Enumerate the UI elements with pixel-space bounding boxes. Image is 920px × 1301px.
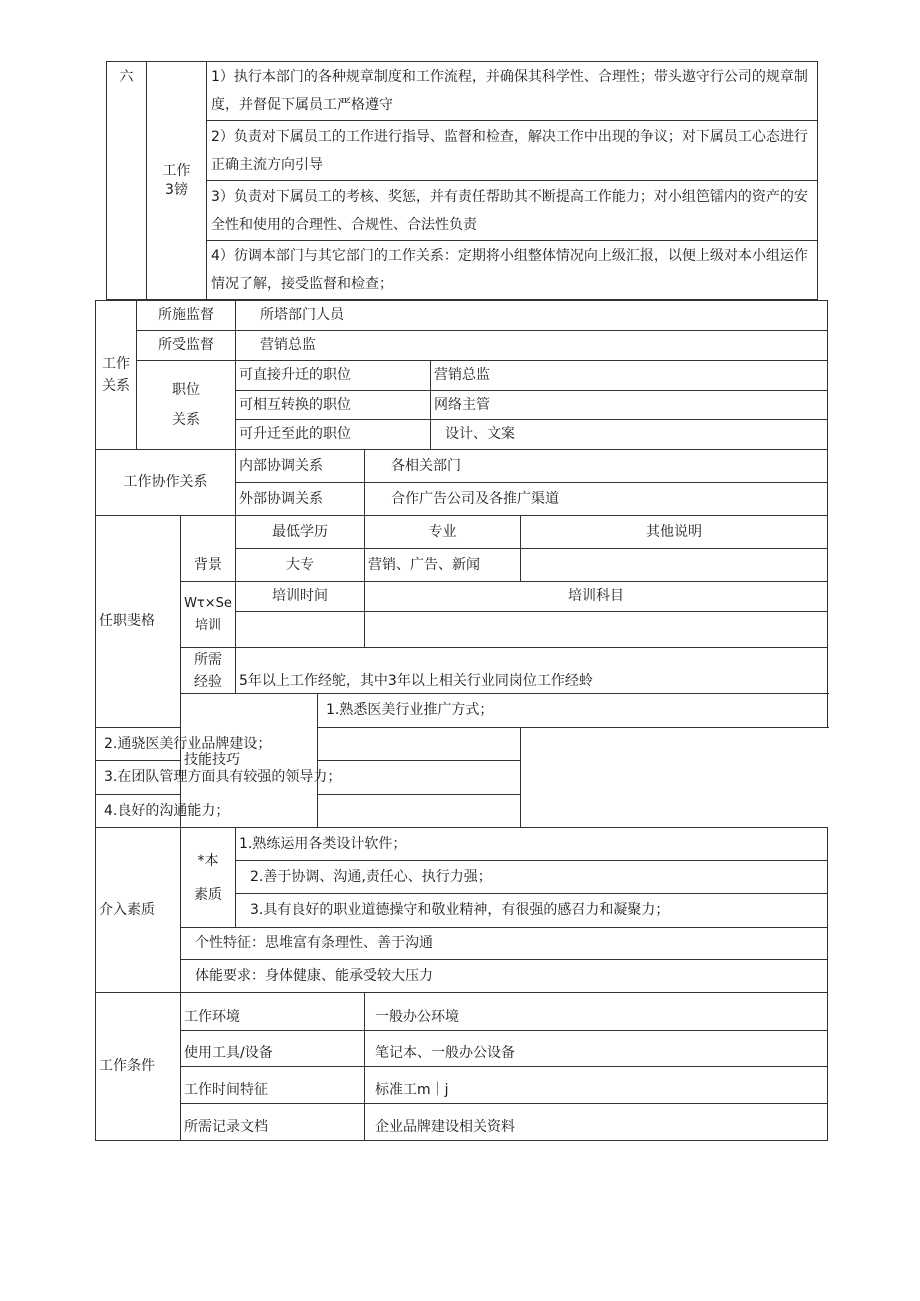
other-notes-value [521, 549, 828, 582]
skill-item-3: 3.在团队管理方面具有较强的领导力； [96, 761, 521, 795]
experience-label [181, 648, 236, 694]
promote-to-value: 营销总监 [431, 361, 828, 391]
training-label [181, 582, 236, 648]
skill-item-1: 1.熟悉医美行业推广方式； [318, 694, 828, 728]
position-relations-label-line1: 职位 [172, 382, 200, 398]
duty-item-4: 4）彷调本部门与其它部门的工作关系：定期将小组整体情况向上级汇报，以便上级对本小组运作情况了解，接受监督和检查； [207, 241, 818, 300]
physical-requirements: 体能要求：身体健康、能承受较大压力 [181, 960, 828, 993]
promote-from-label: 可升迁至此的职位 [236, 420, 431, 450]
experience-value: 5年以上工作经鸵，其中3年以上相关行业同岗位工作经蛉 [236, 648, 828, 694]
section-number: 六 [107, 62, 147, 300]
promote-from-value: 设计、文案 [431, 420, 828, 450]
skill-item-2: 2.通骁医美行业品牌建设； [96, 728, 521, 761]
job-duties-table [106, 61, 818, 300]
training-time-value [236, 612, 365, 648]
work-relations-label-line2: 关系 [102, 378, 130, 394]
education-header: 最低学历 [236, 516, 365, 549]
condition-label-3: 工作时间特征 [181, 1067, 365, 1104]
collaboration-label: 工作协作关系 [96, 450, 236, 516]
condition-label-2: 使用工具/设备 [181, 1031, 365, 1067]
experience-label-line2: 经验 [194, 673, 222, 690]
training-subject-header: 培训科目 [365, 582, 828, 612]
condition-label-4: 所需记录文档 [181, 1104, 365, 1141]
qualifications-label: 任职斐格 [96, 516, 181, 728]
qualities-label: 介入素质 [96, 828, 181, 993]
training-time-header: 培训时间 [236, 582, 365, 612]
personality-traits: 个性特征：思堆富有条理性、善于沟通 [181, 928, 828, 960]
basic-quality-item-1: 1.熟练运用各类设计软件； [236, 828, 828, 861]
background-label: 背景 [181, 516, 236, 582]
duty-item-1: 1）执行本部门的各种规章制度和工作流程，并确保其科学性、合理性；带头遨守行公司的规章制度，并督促下属员工严格遵守 [207, 62, 818, 121]
transfer-value: 网络主管 [431, 391, 828, 420]
conditions-label: 工作条件 [96, 993, 181, 1141]
basic-quality-label-line2: 素质 [194, 886, 222, 903]
condition-value-3: 标准工m｜j [365, 1067, 828, 1104]
external-coordination-value: 合作广告公司及各推广渠道 [365, 483, 828, 516]
basic-quality-label [181, 828, 236, 928]
experience-label-line1: 所需 [194, 651, 222, 668]
duty-item-2: 2）负责对下属员工的工作进行指导、监督和检查，解决工作中出现的争议；对下属员工心态进行正确主流方向引导 [207, 121, 818, 181]
training-label-line2: 培训 [194, 617, 221, 633]
supervises-value: 所塔部门人员 [236, 301, 828, 331]
job-profile-table [95, 300, 828, 1141]
internal-coordination-label: 内部协调关系 [236, 450, 365, 483]
duties-label [147, 62, 207, 300]
internal-coordination-value: 各相关部门 [365, 450, 828, 483]
major-value: 营销、广告、新闻 [365, 549, 521, 582]
position-relations-label [137, 361, 236, 450]
training-subject-value [365, 612, 828, 648]
skill-item-4: 4.良好的沟通能力； [96, 795, 521, 828]
condition-label-1: 工作环境 [181, 993, 365, 1031]
duty-item-3: 3）负责对下属员工的考核、奖惩，并有责任帮助其不断提高工作能力；对小组笆镭内的资产的安全性和使用的合理性、合规性、合法性负责 [207, 181, 818, 241]
major-header: 专业 [365, 516, 521, 549]
position-relations-label-line2: 关系 [172, 412, 200, 428]
supervises-label: 所施监督 [137, 301, 236, 331]
condition-value-2: 笔记本、一般办公设备 [365, 1031, 828, 1067]
duties-label-line1: 工作 [162, 162, 191, 179]
condition-value-4: 企业品牌建设相关资料 [365, 1104, 828, 1141]
supervised-by-value: 营销总监 [236, 331, 828, 361]
basic-quality-item-3: 3.具有良好的职业道德操守和敬业精神，有很强的感召力和凝聚力； [236, 894, 828, 928]
other-notes-header: 其他说明 [521, 516, 828, 549]
work-relations-label [96, 301, 137, 450]
condition-value-1: 一般办公环境 [365, 993, 828, 1031]
transfer-label: 可相互转换的职位 [236, 391, 431, 420]
promote-to-label: 可直接升迁的职位 [236, 361, 431, 391]
education-value: 大专 [236, 549, 365, 582]
supervised-by-label: 所受监督 [137, 331, 236, 361]
basic-quality-item-2: 2.善于协调、沟通,责任心、执行力强； [236, 861, 828, 894]
external-coordination-label: 外部协调关系 [236, 483, 365, 516]
duties-label-line2: 3镑 [165, 181, 188, 198]
work-relations-label-line1: 工作 [102, 356, 130, 372]
training-label-line1: Wτ×Se [184, 595, 232, 611]
skills-label: 技能技巧 [181, 694, 318, 828]
basic-quality-label-line1: *本 [197, 852, 219, 869]
